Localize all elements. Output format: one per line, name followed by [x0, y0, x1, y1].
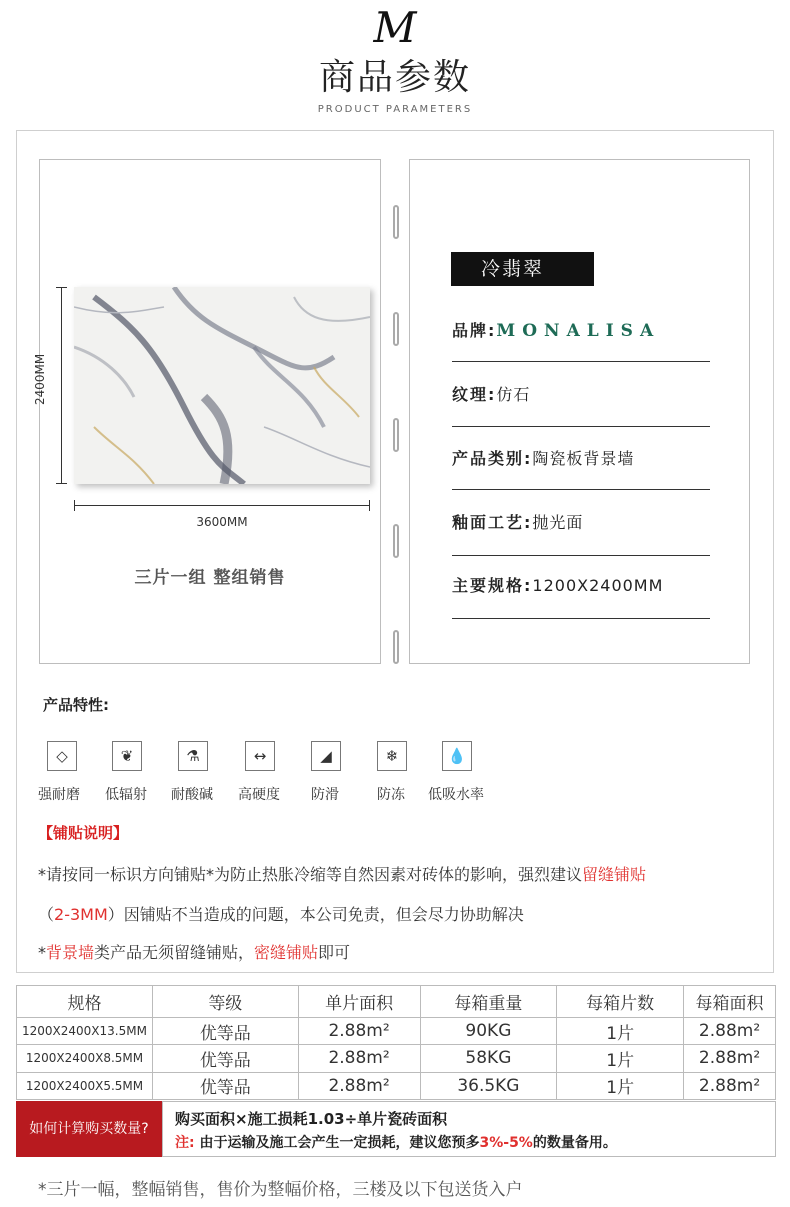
- spec-divider: [452, 426, 710, 427]
- spec-row-size: [452, 571, 710, 601]
- spec-divider: [452, 555, 710, 556]
- arrows-icon: ↔: [245, 741, 275, 771]
- feature-label: 高硬度: [238, 787, 280, 803]
- spec-key: 产品类别:: [452, 449, 533, 468]
- table-cell: 36.5KG: [420, 1072, 557, 1099]
- feature-label: 低吸水率: [428, 787, 484, 803]
- dimension-cap: [74, 500, 75, 511]
- page-subtitle: PRODUCT PARAMETERS: [317, 104, 473, 115]
- spec-divider: [452, 618, 710, 619]
- install-text: 即可: [318, 943, 351, 962]
- spec-value: 仿石: [496, 385, 531, 404]
- feature-label: 防冻: [377, 787, 405, 803]
- spec-divider: [452, 361, 710, 362]
- table-cell: 1200X2400X5.5MM: [17, 1072, 153, 1099]
- install-highlight: 2-3MM: [54, 905, 108, 924]
- spec-value: 抛光面: [532, 513, 584, 532]
- binder-ring: [393, 418, 399, 452]
- spec-table: [16, 985, 776, 1100]
- table-cell: 1片: [557, 1045, 684, 1072]
- table-cell: 优等品: [152, 1045, 298, 1072]
- install-text: ）因铺贴不当造成的问题，本公司免责，但会尽力协助解决: [107, 905, 524, 924]
- table-row: [17, 1018, 776, 1045]
- binder-ring: [393, 312, 399, 346]
- binder-ring: [393, 524, 399, 558]
- sale-tagline: 三片一组 整组销售: [134, 568, 286, 588]
- install-highlight: 留缝铺贴: [582, 865, 647, 884]
- spec-key: 纹理:: [452, 385, 497, 404]
- leaf-icon: ❦: [112, 741, 142, 771]
- spec-value: 1200X2400MM: [532, 576, 664, 595]
- spec-row-texture: [452, 380, 710, 410]
- dimension-cap: [56, 287, 67, 288]
- column-header: 规格: [17, 986, 153, 1018]
- spec-key: 釉面工艺:: [452, 513, 533, 532]
- table-row: [17, 1045, 776, 1072]
- column-header: 每箱片数: [557, 986, 684, 1018]
- install-highlight: 密缝铺贴: [254, 943, 319, 962]
- note-text: 的数量备用。: [532, 1135, 617, 1151]
- spec-value: 陶瓷板背景墙: [532, 449, 635, 468]
- marble-slab-image: [74, 287, 370, 484]
- binder-ring: [393, 630, 399, 664]
- table-cell: 2.88m²: [298, 1045, 420, 1072]
- install-title: 【铺贴说明】: [38, 824, 129, 842]
- column-header: 每箱重量: [420, 986, 557, 1018]
- spec-row-category: [452, 444, 710, 474]
- brand-logo-text: MONALISA: [496, 321, 661, 341]
- table-cell: 1片: [557, 1018, 684, 1045]
- product-name-badge: 冷翡翠: [451, 252, 594, 286]
- table-cell: 90KG: [420, 1018, 557, 1045]
- width-dimension-line: [74, 505, 370, 506]
- table-cell: 2.88m²: [684, 1018, 776, 1045]
- spec-row-glaze: [452, 508, 710, 538]
- features-title: 产品特性:: [43, 696, 109, 714]
- table-cell: 58KG: [420, 1045, 557, 1072]
- install-line-3: [38, 940, 350, 963]
- table-cell: 优等品: [152, 1072, 298, 1099]
- spec-key: 主要规格:: [452, 576, 533, 595]
- table-cell: 2.88m²: [298, 1072, 420, 1099]
- table-header-row: [17, 986, 776, 1018]
- table-cell: 1200X2400X8.5MM: [17, 1045, 153, 1072]
- table-cell: 1200X2400X13.5MM: [17, 1018, 153, 1045]
- dimension-cap: [369, 500, 370, 511]
- flask-icon: ⚗: [178, 741, 208, 771]
- feature-label: 耐酸碱: [171, 787, 213, 803]
- install-text: （: [38, 905, 55, 924]
- calc-label: 如何计算购买数量?: [16, 1101, 162, 1157]
- table-cell: 优等品: [152, 1018, 298, 1045]
- note-prefix: 注:: [175, 1135, 195, 1151]
- diamond-icon: ◇: [47, 741, 77, 771]
- install-line-2: [38, 902, 524, 925]
- shoe-icon: ◢: [311, 741, 341, 771]
- install-text: 类产品无须留缝铺贴，: [94, 943, 255, 962]
- column-header: 等级: [152, 986, 298, 1018]
- install-highlight: 背景墙: [46, 943, 95, 962]
- feature-label: 防滑: [311, 787, 339, 803]
- column-header: 每箱面积: [684, 986, 776, 1018]
- table-row: [17, 1072, 776, 1099]
- note-highlight: 3%-5%: [479, 1135, 533, 1151]
- install-text: *: [38, 943, 46, 962]
- spec-key: 品牌:: [452, 321, 497, 340]
- note-text: 由于运输及施工会产生一定损耗，建议您预多: [194, 1135, 480, 1151]
- feature-label: 低辐射: [105, 787, 147, 803]
- install-text: *请按同一标识方向铺贴*为防止热胀冷缩等自然因素对砖体的影响，强烈建议: [38, 865, 583, 884]
- dimension-cap: [56, 483, 67, 484]
- width-label: 3600MM: [196, 515, 248, 529]
- table-cell: 2.88m²: [684, 1045, 776, 1072]
- calc-note: [175, 1132, 617, 1152]
- table-cell: 1片: [557, 1072, 684, 1099]
- footer-note: *三片一幅，整幅销售，售价为整幅价格，三楼及以下包送货入户: [38, 1180, 523, 1200]
- brand-logo: M: [373, 3, 417, 52]
- height-label: 2400MM: [33, 353, 47, 405]
- calc-box: [162, 1101, 776, 1157]
- feature-label: 强耐磨: [38, 787, 80, 803]
- table-cell: 2.88m²: [684, 1072, 776, 1099]
- column-header: 单片面积: [298, 986, 420, 1018]
- spec-row-brand: [452, 316, 710, 346]
- height-dimension-line: [61, 287, 62, 484]
- calc-formula: 购买面积×施工损耗1.03÷单片瓷砖面积: [175, 1110, 448, 1128]
- install-line-1: [38, 862, 646, 885]
- page-title: 商品参数: [318, 57, 471, 98]
- droplet-icon: 💧: [442, 741, 472, 771]
- table-cell: 2.88m²: [298, 1018, 420, 1045]
- spec-divider: [452, 489, 710, 490]
- binder-ring: [393, 205, 399, 239]
- snowflake-icon: ❄: [377, 741, 407, 771]
